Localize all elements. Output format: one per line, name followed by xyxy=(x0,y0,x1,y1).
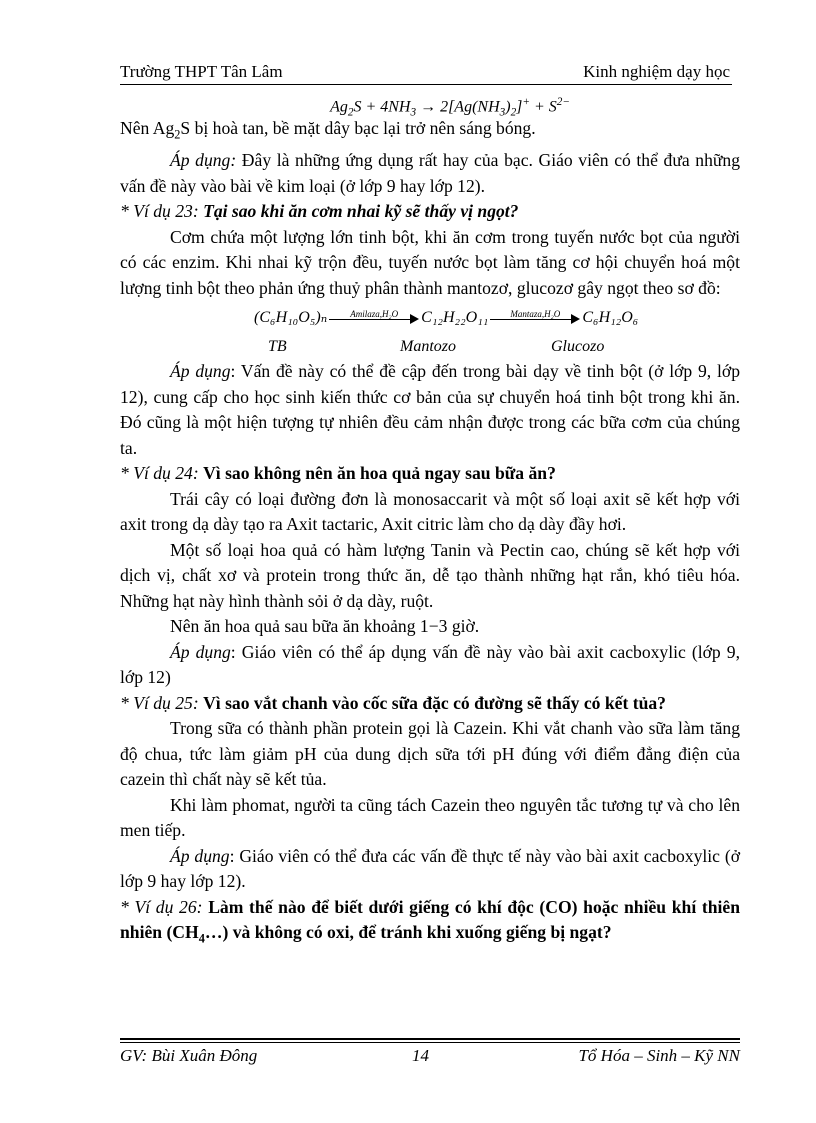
paragraph-fruit-timing: Nên ăn hoa quả sau bữa ăn khoảng 1−3 giờ. xyxy=(170,616,480,637)
page-content xyxy=(120,88,740,952)
paragraph-tannin-pectin: Một số loại hoa quả có hàm lượng Tanin và Pectin cao, chúng sẽ kết hợp với dịch vị, chất xơ và protein trong thức ăn, dễ tạo thành những hạt rắn, khó tiêu hóa. Những hạt này hình thành sỏi ở dạ dày, ruột. xyxy=(120,539,740,611)
paragraph-silver-dissolves: Nên $Ag_2S$ bị hoà tan, bề mặt dây bạc lại trở nên sáng bóng. xyxy=(120,118,536,142)
example-26-heading: * Ví dụ 26: Làm thế nào để biết dưới giếng có khí độc (CO) hoặc nhiều khí thiên nhiên $(CH_4\dots)$ và không có oxi, để tránh khi xuống giếng bị ngạt? xyxy=(120,896,741,946)
paragraph-cheese: Khi làm phomat, người ta cũng tách Cazein theo nguyên tắc tương tự và cho lên men tiếp. xyxy=(120,794,740,841)
paragraph-application-casein: Áp dụng: Giáo viên có thể đưa các vấn đề thực tế này vào bài axit cacboxylic (ở lớp 9 hay lớp 12). xyxy=(120,845,740,892)
document-title: Kinh nghiệm dạy học xyxy=(583,62,730,81)
example-25-heading: * Ví dụ 25: Vì sao vắt chanh vào cốc sữa đặc có đường sẽ thấy có kết tủa? xyxy=(120,692,666,713)
footer-rule-thick xyxy=(120,1038,740,1040)
page-footer xyxy=(120,1046,740,1070)
arrow-amylase: Amilaza,H₂O xyxy=(329,311,419,325)
paragraph-application-silver: Áp dụng: Đây là những ứng dụng rất hay của bạc. Giáo viên có thể đưa những vấn đề này vào bài về kim loại (ở lớp 9 hay lớp 12). xyxy=(120,150,740,196)
intermediate-maltose: C₁₂H₂₂O₁₁ xyxy=(421,309,489,327)
reactant-starch: (C₆H₁₀O₅)ₙ xyxy=(254,309,328,327)
example-24-heading: * Ví dụ 24: Vì sao không nên ăn hoa quả ngay sau bữa ăn? xyxy=(120,463,556,484)
paragraph-application-starch: Áp dụng: Vấn đề này có thể đề cập đến trong bài dạy về tinh bột (ở lớp 9, lớp 12), cung cấp cho học sinh kiến thức cơ bản của sự chuyển hoá tinh bột trong khi ăn. Đó cũng là một hiện tượng tự nhiên đều cảm nhận được trong các bữa cơm của chúng ta. xyxy=(120,361,740,458)
author-name: GV: Bùi Xuân Đông xyxy=(120,1046,258,1065)
label-glucose: Glucozo xyxy=(551,338,605,356)
paragraph-rice-starch: Cơm chứa một lượng lớn tinh bột, khi ăn cơm trong tuyến nước bọt của người có các enzim. Khi nhai kỹ trộn đều, tuyến nước bọt làm tăng cơ hội chuyển hoá một lượng tinh bột theo phản ứng thuỷ phân thành mantozơ, glucozơ gây ngọt theo sơ đồ: xyxy=(120,226,740,298)
equation-silver-sulfide: $Ag_2S + 4NH_3 \to 2[Ag(NH_3)_2]^+ + S^{2-}$ xyxy=(330,96,570,119)
label-starch: TB xyxy=(268,338,287,356)
school-name: Trường THPT Tân Lâm xyxy=(120,62,283,81)
label-maltose: Mantozo xyxy=(400,338,456,356)
footer-rule-thin xyxy=(120,1042,740,1043)
starch-hydrolysis-scheme xyxy=(120,301,740,359)
example-23-heading: * Ví dụ 23: Tại sao khi ăn cơm nhai kỹ sẽ thấy vị ngọt? xyxy=(120,201,519,222)
page-header xyxy=(120,60,732,85)
arrow-maltase: Mantaza,H₂O xyxy=(490,311,580,325)
page-number: 14 xyxy=(412,1046,429,1065)
paragraph-fruit-sugar: Trái cây có loại đường đơn là monosaccarit và một số loại axit sẽ kết hợp với axit trong dạ dày tạo ra Axit tactaric, Axit citric làm cho dạ dày đầy hơi. xyxy=(120,488,740,535)
paragraph-application-fruit: Áp dụng: Giáo viên có thể áp dụng vấn đề này vào bài axit cacboxylic (lớp 9, lớp 12) xyxy=(120,641,740,688)
product-glucose: C₆H₁₂O₆ xyxy=(582,309,639,327)
department-name: Tổ Hóa – Sinh – Kỹ NN xyxy=(578,1046,740,1065)
paragraph-casein: Trong sữa có thành phần protein gọi là Cazein. Khi vắt chanh vào sữa làm tăng độ chua, tức làm giảm pH của dung dịch sữa tới pH đúng với điểm đẳng điện của cazein thì chất này sẽ kết tủa. xyxy=(120,718,740,790)
